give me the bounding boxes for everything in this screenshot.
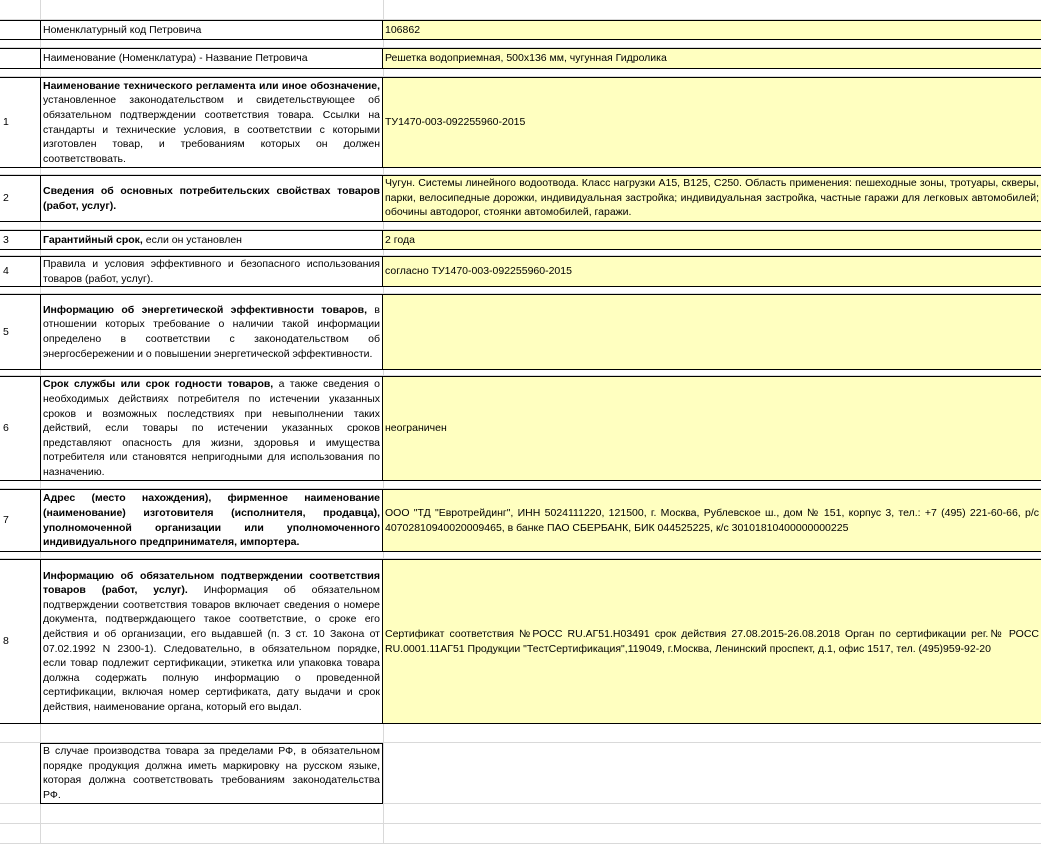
value-cell[interactable]: ООО "ТД "Евротрейдинг", ИНН 5024111220, 121500, г. Москва, Рублевское ш., дом № 151, корпус 3, тел.: +7 (495) 221-60-66, р/с 40702810940020009465, в банке ПАО СБЕРБАНК, БИК 044525225, к/с 30101810400000000225 <box>383 490 1041 551</box>
empty-row[interactable] <box>0 723 1041 743</box>
empty-row[interactable] <box>0 221 1041 230</box>
value-cell[interactable]: Чугун. Системы линейного водоотвода. Класс нагрузки А15, В125, С250. Область применения: пешеходные зоны, тротуары, скверы, парки, велосипедные дорожки, индивидуальная застройка; индивидуальная застройка, частные гаражи для легковых автомобилей; обочины автодорог, стоянки автомобилей, гаражи. <box>383 176 1041 221</box>
empty-row[interactable] <box>0 249 1041 256</box>
row-number-cell[interactable]: 5 <box>3 325 9 338</box>
empty-row[interactable] <box>0 369 1041 376</box>
value-cell[interactable]: Решетка водоприемная, 500х136 мм, чугунная Гидролика <box>383 49 1041 68</box>
empty-row[interactable] <box>0 286 1041 294</box>
value-cell[interactable] <box>383 295 1041 369</box>
label-text: Информация об обязательном подтверждении соответствия товаров включает сведения о номере документа, подтверждающего такое соответствие, о сроке его действия и об организации, его выдавшей (п. 3 ст. 10 Закона от 07.02.1992 N 2300-1). Следовательно, в обязательном порядке, если товар подлежит сертификации, этикетка или упаковка товара должна содержать полную информацию о проведенной сертификации, включая номер сертификата, дату выдачи и срок действия, наименование органа, который его выдал. <box>43 584 380 713</box>
product-name-row <box>0 48 1041 69</box>
label-cell[interactable] <box>40 176 383 221</box>
empty-row[interactable] <box>0 0 1041 20</box>
label-cell[interactable] <box>40 560 383 723</box>
row-number-cell[interactable]: 6 <box>3 422 9 435</box>
label-cell[interactable]: Номенклатурный код Петровича <box>40 21 383 39</box>
label-cell[interactable] <box>40 490 383 551</box>
label-cell[interactable] <box>40 78 383 167</box>
label-bold-text: Наименование технического регламента или иное обозначение, <box>43 79 380 92</box>
row-number-cell[interactable] <box>0 49 43 68</box>
consumer-properties-row <box>0 175 1041 222</box>
usage-rules-row <box>0 256 1041 287</box>
service-life-row <box>0 376 1041 481</box>
label-cell[interactable] <box>40 377 383 480</box>
empty-row[interactable] <box>0 551 1041 559</box>
label-bold-text: Сведения об основных потребительских свойствах товаров (работ, услуг). <box>43 184 380 212</box>
technical-regulation-row <box>0 77 1041 168</box>
label-cell[interactable] <box>40 295 383 369</box>
row-number-cell[interactable]: 4 <box>3 265 9 278</box>
label-text: если он установлен <box>142 233 242 246</box>
row-number-cell[interactable] <box>0 21 43 39</box>
row-number-cell[interactable]: 3 <box>3 233 9 246</box>
empty-row[interactable] <box>0 68 1041 77</box>
label-text: в отношении которых требование о наличии такой информации определено в соответствии с законодательством об энергосбережении и о повышении энергетической эффективности. <box>43 303 380 360</box>
value-cell[interactable]: 2 года <box>383 231 1041 249</box>
row-number-cell[interactable]: 8 <box>3 635 9 648</box>
label-cell[interactable] <box>40 257 383 286</box>
empty-row[interactable] <box>0 480 1041 489</box>
empty-row[interactable] <box>0 167 1041 175</box>
label-bold-text: Информацию об обязательном подтверждении соответствия товаров (работ, услуг). <box>43 569 380 597</box>
label-text: а также сведения о необходимых действиях потребителя по истечении указанных сроков и возможных последствиях при невыполнении таких действий, если товары по истечении указанных сроков представляют опасность для жизни, здоровья и имущества потребителя или становятся непригодными для использования по назначению. <box>43 378 380 478</box>
row-number-cell[interactable]: 7 <box>3 514 9 527</box>
label-text: Правила и условия эффективного и безопасного использования товаров (работ, услуг). <box>43 257 380 285</box>
value-cell[interactable]: согласно ТУ1470-003-092255960-2015 <box>383 257 1041 286</box>
label-bold-text: Срок службы или срок годности товаров, <box>43 378 274 391</box>
value-cell[interactable]: 106862 <box>383 21 1041 39</box>
certification-row <box>0 559 1041 724</box>
value-cell[interactable]: неограничен <box>383 377 1041 480</box>
label-text: установленное законодательством и свидетельствующее об обязательном подтверждении соответствия товара. Ссылки на стандарты и технические условия, в соответствии с которыми изготовлен товар, и требованиям которых он должен соответствовать. <box>43 94 380 165</box>
label-cell[interactable] <box>40 231 383 249</box>
nomenclature-code-row <box>0 20 1041 40</box>
manufacturer-address-row <box>0 489 1041 552</box>
label-bold-text: Информацию об энергетической эффективности товаров, <box>43 303 368 316</box>
value-cell[interactable]: ТУ1470-003-092255960-2015 <box>383 78 1041 167</box>
value-cell[interactable]: Сертификат соответствия №РОСС RU.АГ51.Н03491 срок действия 27.08.2015-26.08.2018 Орган по сертификации рег.№ РОСС RU.0001.11АГ51 Продукции "ТестСертификация",119049, г.Москва, Ленинский проспект, д.1, офис 1517, тел. (495)959-92-20 <box>383 560 1041 723</box>
energy-efficiency-row <box>0 294 1041 370</box>
label-cell[interactable]: Наименование (Номенклатура) - Название Петровича <box>40 49 383 68</box>
empty-row[interactable] <box>0 804 1041 824</box>
row-number-cell[interactable]: 2 <box>3 192 9 205</box>
label-bold-text: Гарантийный срок, <box>43 233 143 246</box>
import-note-cell[interactable]: В случае производства товара за пределами РФ, в обязательном порядке продукция должна иметь маркировку на русском языке, которая должна соответствовать требованиям законодательства РФ. <box>40 743 383 804</box>
warranty-row <box>0 230 1041 250</box>
empty-row[interactable] <box>0 39 1041 48</box>
label-bold-text: Адрес (место нахождения), фирменное наименование (наименование) изготовителя (исполнителя, продавца), уполномоченной организации или уполномоченного индивидуального предпринимателя, импортера. <box>43 492 380 549</box>
row-number-cell[interactable]: 1 <box>3 116 9 129</box>
empty-row[interactable] <box>0 824 1041 844</box>
